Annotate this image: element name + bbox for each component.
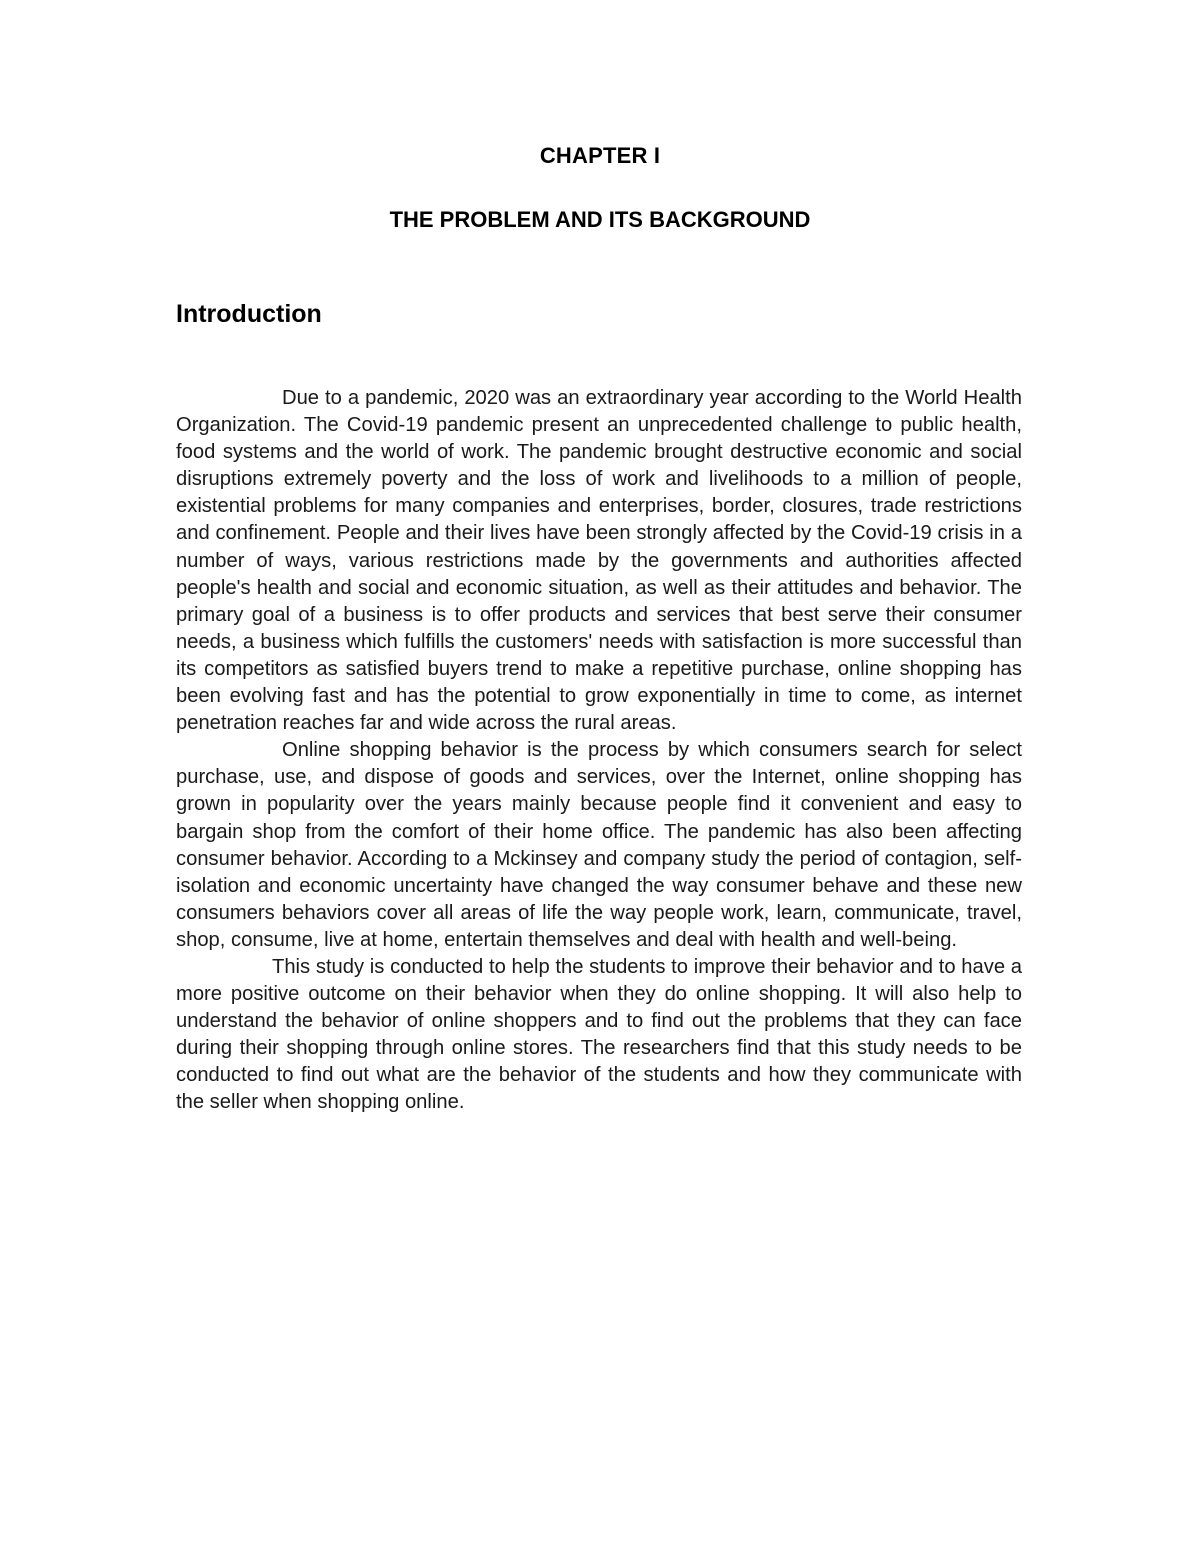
paragraph: Online shopping behavior is the process by which consumers search for select purchase, use, and dispose of goods and services, over the Internet, online shopping has grown in popularity over the years mainly because people find it convenient and easy to bargain shop from the comfort of their home office. The pandemic has also been affecting consumer behavior. According to a Mckinsey and company study the period of contagion, self-isolation and economic uncertainty have changed the way consumer behave and these new consumers behaviors cover all areas of life the way people work, learn, communicate, travel, shop, consume, live at home, entertain themselves and deal with health and well-being.: [176, 739, 1022, 951]
chapter-subtitle: THE PROBLEM AND ITS BACKGROUND: [389, 207, 811, 232]
chapter-title: CHAPTER I: [539, 143, 661, 168]
introduction-body: [176, 385, 1022, 1117]
paragraph: This study is conducted to help the students to improve their behavior and to have a more positive outcome on their behavior when they do online shopping. It will also help to understand the behavior of online shoppers and to find out the problems that they can face during their shopping through online stores. The researchers find that this study needs to be conducted to find out what are the behavior of the students and how they communicate with the seller when shopping online.: [176, 955, 1022, 1114]
paragraph: Due to a pandemic, 2020 was an extraordinary year according to the World Health Organization. The Covid-19 pandemic present an unprecedented challenge to public health, food systems and the world of work. The pandemic brought destructive economic and social disruptions extremely poverty and the loss of work and livelihoods to a million of people, existential problems for many companies and enterprises, border, closures, trade restrictions and confinement. People and their lives have been strongly affected by the Covid-19 crisis in a number of ways, various restrictions made by the governments and authorities affected people's health and social and economic situation, as well as their attitudes and behavior. The primary goal of a business is to offer products and services that best serve their consumer needs, a business which fulfills the customers' needs with satisfaction is more successful than its competitors as satisfied buyers trend to make a repetitive purchase, online shopping has been evolving fast and has the potential to grow exponentially in time to come, as internet penetration reaches far and wide across the rural areas.: [176, 387, 1022, 735]
section-heading-introduction: Introduction: [176, 300, 322, 328]
